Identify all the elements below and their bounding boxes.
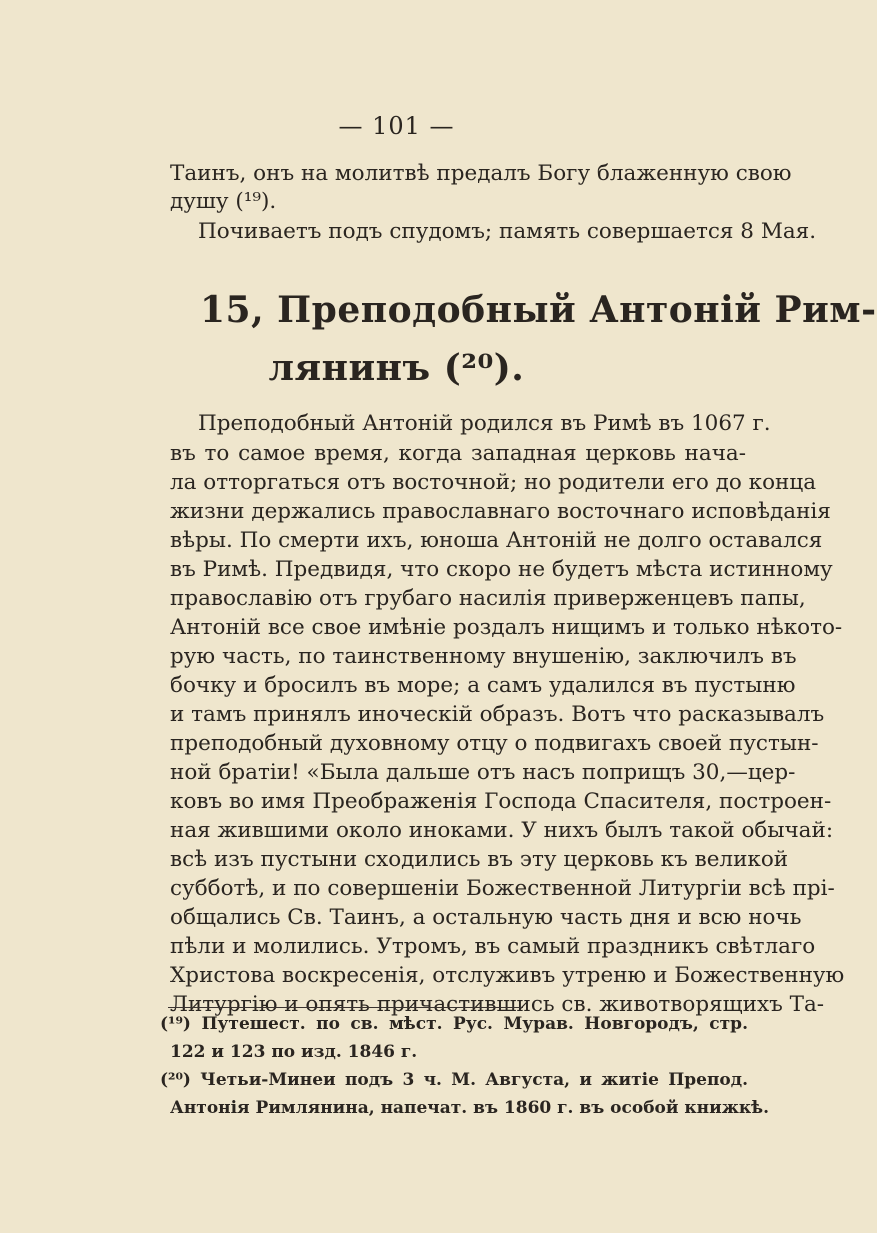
body-line: Преподобный Антоній родился въ Римѣ въ 1067 г. <box>198 411 771 436</box>
body-line: всѣ изъ пустыни сходились въ эту церковь къ великой <box>170 847 789 872</box>
section-heading-footnote-ref: (²⁰). <box>443 347 525 389</box>
body-line: Христова воскресенія, отслуживъ утреню и Божественную <box>170 963 845 988</box>
intro-line: Таинъ, онъ на молитвѣ предалъ Богу блаженную свою <box>170 161 792 186</box>
section-heading-name: лянинъ <box>268 347 431 389</box>
body-line: преподобный духовному отцу о подвигахъ своей пустын- <box>170 731 819 756</box>
footnote-line: (²⁰) Четьи-Минеи подъ 3 ч. М. Августа, и житіе Препод. <box>160 1070 748 1090</box>
body-line: субботѣ, и по совершеніи Божественной Литургіи всѣ прі- <box>170 876 835 901</box>
body-line: ной братіи! «Была дальше отъ насъ поприщъ 30,—цер- <box>170 760 796 785</box>
footnote-line: (¹⁹) Путешест. по св. мѣст. Рус. Мурав. Новгородъ, стр. <box>160 1014 748 1034</box>
body-line: пѣли и молились. Утромъ, въ самый праздникъ свѣтлаго <box>170 934 816 959</box>
body-line: Антоній все свое имѣніе роздалъ нищимъ и только нѣкото- <box>170 615 843 640</box>
section-heading-line-1: 15, Преподобный Антоній Рим- <box>200 289 877 331</box>
body-line: ла отторгаться отъ восточной; но родители его до конца <box>170 470 817 495</box>
footnote-divider <box>168 1007 523 1008</box>
body-line: и тамъ принялъ иноческій образъ. Вотъ что расказывалъ <box>170 702 825 727</box>
page-number: — 101 — <box>338 112 455 140</box>
body-line: жизни держались православнаго восточнаго исповѣданія <box>170 499 831 524</box>
intro-line: Почиваетъ подъ спудомъ; память совершается 8 Мая. <box>198 219 817 244</box>
body-line: ковъ во имя Преображенія Господа Спасителя, построен- <box>170 789 832 814</box>
body-line: въ то самое время, когда западная церковь нача- <box>170 441 746 466</box>
footnote-line: 122 и 123 по изд. 1846 г. <box>170 1042 418 1062</box>
section-heading-line-2 <box>0 346 793 390</box>
intro-line: душу (¹⁹). <box>170 189 277 214</box>
body-line: общались Св. Таинъ, а остальную часть дня и всю ночь <box>170 905 802 930</box>
body-line: вѣры. По смерти ихъ, юноша Антоній не долго оставался <box>170 528 823 553</box>
body-line: въ Римѣ. Предвидя, что скоро не будетъ мѣста истинному <box>170 557 833 582</box>
body-line: рую часть, по таинственному внушенію, заключилъ въ <box>170 644 797 669</box>
body-line: Литургію и опять причастившись св. животворящихъ Та- <box>170 992 825 1017</box>
body-line: ная жившими около иноками. У нихъ былъ такой обычай: <box>170 818 834 843</box>
body-line: бочку и бросилъ въ море; а самъ удалился въ пустыню <box>170 673 796 698</box>
footnote-line: Антонія Римлянина, напечат. въ 1860 г. въ особой книжкѣ. <box>170 1098 770 1118</box>
body-line: православію отъ грубаго насилія приверженцевъ папы, <box>170 586 806 611</box>
